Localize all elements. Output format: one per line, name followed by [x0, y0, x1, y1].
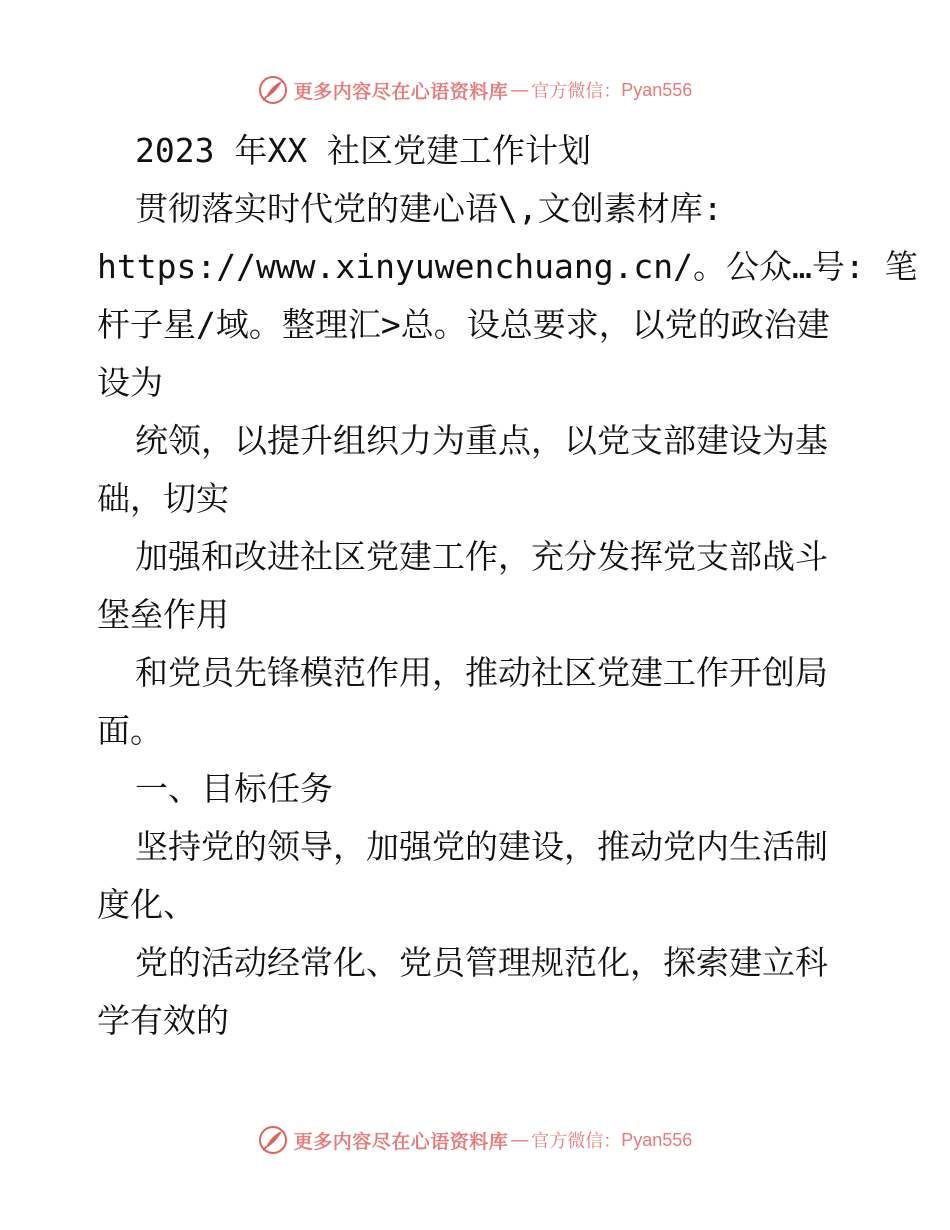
text-line: 础，切实	[97, 479, 229, 518]
watermark-site-text: 更多内容尽在心语资料库	[293, 1130, 509, 1153]
header-watermark	[0, 70, 950, 110]
text-line: 党的活动经常化、党员管理规范化，探索建立科	[135, 943, 828, 982]
quill-pen-logo-icon	[258, 1125, 288, 1155]
watermark-site-text: 更多内容尽在心语资料库	[293, 80, 509, 103]
text-line: 和党员先锋模范作用，推动社区党建工作开创局	[135, 653, 828, 692]
watermark-account: Pyan556	[621, 79, 693, 100]
text-line: 一、目标任务	[135, 769, 333, 808]
text-line: 统领，以提升组织力为重点，以党支部建设为基	[135, 421, 828, 460]
document-body	[97, 122, 918, 1050]
text-line: 坚持党的领导，加强党的建设，推动党内生活制	[135, 827, 828, 866]
document-title: 2023 年XX 社区党建工作计划	[135, 131, 591, 170]
text-line: 堡垒作用	[97, 595, 229, 634]
text-line: 杆子星/域。整理汇>总。设总要求，以党的政治建	[97, 305, 830, 344]
quill-pen-logo-icon	[258, 75, 288, 105]
text-line: 度化、	[97, 885, 196, 924]
watermark-label: 官方微信：	[531, 81, 622, 102]
watermark-separator: —	[510, 79, 530, 101]
footer-watermark	[0, 1120, 950, 1160]
watermark-separator: —	[510, 1129, 530, 1151]
text-line: 学有效的	[97, 1001, 229, 1040]
text-line: 面。	[97, 711, 163, 750]
text-line: 贯彻落实时代党的建心语\,文创素材库:	[135, 189, 723, 228]
text-line: 加强和改进社区党建工作，充分发挥党支部战斗	[135, 537, 828, 576]
watermark-label: 官方微信：	[531, 1131, 622, 1152]
watermark-account: Pyan556	[621, 1129, 693, 1150]
text-line: 设为	[97, 363, 163, 402]
text-line: https://www.xinyuwenchuang.cn/。公众…号: 笔	[97, 247, 918, 286]
